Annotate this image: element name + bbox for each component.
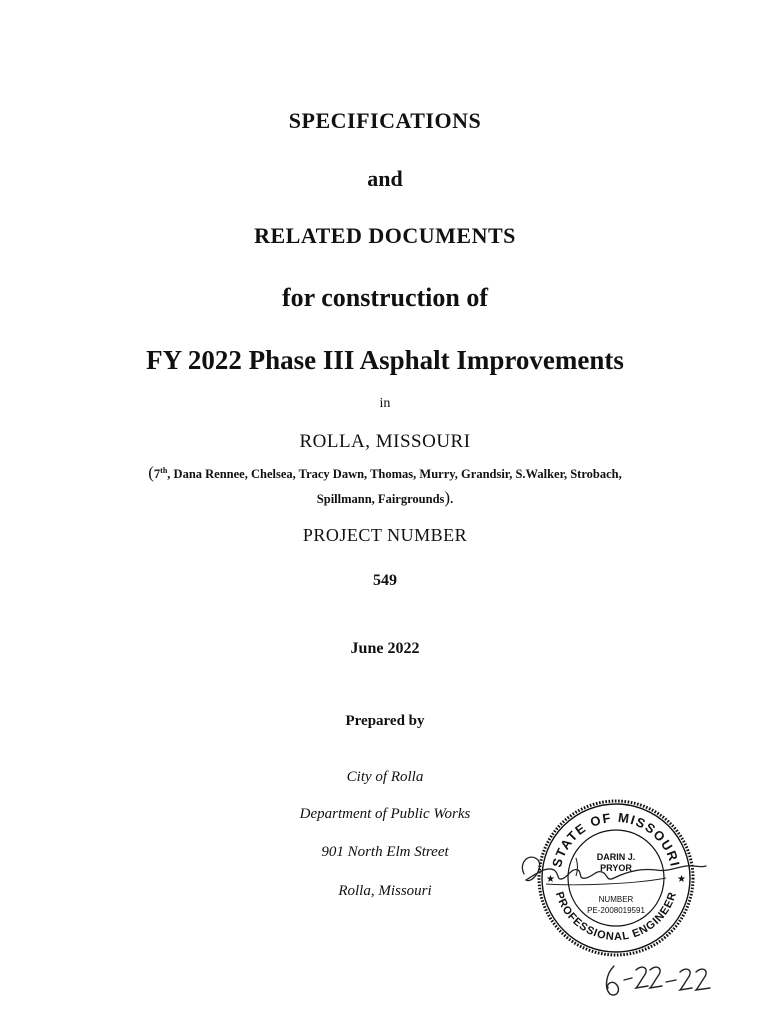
location: ROLLA, MISSOURI (299, 431, 471, 452)
seal-number: PE-2008019591 (587, 906, 645, 915)
seal-top-text: STATE OF MISSOURI (549, 809, 683, 869)
street-list-open-paren: ( (148, 463, 154, 483)
handwritten-date (600, 958, 720, 1002)
preparer-department: Department of Public Works (299, 806, 471, 822)
street-list-close-paren: ) (444, 488, 451, 508)
seal-bottom-text: PROFESSIONAL ENGINEER (552, 890, 680, 944)
preparer-street: 901 North Elm Street (321, 844, 449, 860)
street-list (85, 459, 685, 511)
street-first-number: 7 (153, 467, 161, 482)
project-number-label: PROJECT NUMBER (302, 525, 468, 545)
seal-star-left: ★ (546, 874, 555, 885)
preparer-city: City of Rolla (346, 769, 424, 785)
related-documents-heading: RELATED DOCUMENTS (254, 223, 516, 248)
project-name: FY 2022 Phase III Asphalt Improvements (146, 345, 624, 375)
street-list-end: . (450, 492, 454, 507)
street-list-line1: , Dana Rennee, Chelsea, Tracy Dawn, Thomas, Murry, Grandsir, S.Walker, Strobach, (167, 467, 622, 482)
document-date: June 2022 (350, 640, 420, 657)
street-first-suffix: th (160, 466, 168, 475)
seal-name-line1: DARIN J. (596, 852, 636, 862)
preparer-city-state: Rolla, Missouri (338, 883, 432, 899)
and-text: and (367, 166, 403, 191)
prepared-by-label: Prepared by (345, 713, 425, 729)
street-list-line2: Spillmann, Fairgrounds (316, 492, 445, 507)
in-text: in (379, 396, 391, 411)
seal-star-right: ★ (677, 874, 686, 885)
engineer-signature (516, 844, 712, 894)
project-number: 549 (373, 572, 397, 589)
seal-name-line2: PRYOR (600, 863, 632, 873)
document-title: SPECIFICATIONS (288, 108, 482, 133)
for-construction-text: for construction of (281, 283, 489, 312)
seal-number-label: NUMBER (598, 895, 634, 904)
